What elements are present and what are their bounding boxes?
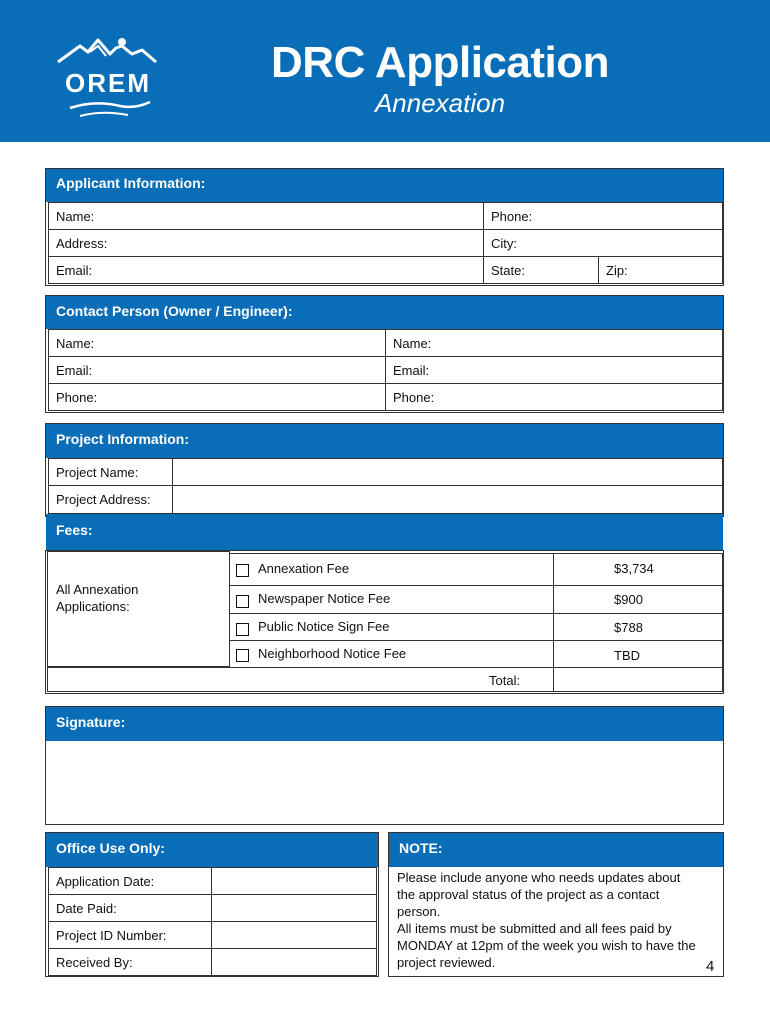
project-address-input[interactable] [172, 485, 723, 514]
note-line: All items must be submitted and all fees paid by [397, 921, 672, 936]
logo-text: OREM [65, 68, 151, 98]
newspaper-fee-label: Newspaper Notice Fee [258, 591, 391, 606]
project-id-label: Project ID Number: [48, 921, 212, 949]
date-paid-label: Date Paid: [48, 894, 212, 922]
applicant-phone-field[interactable]: Phone: [483, 202, 723, 230]
project-name-label: Project Name: [48, 458, 173, 486]
contact1-phone-field[interactable]: Phone: [48, 383, 386, 411]
applicant-name-field[interactable]: Name: [48, 202, 484, 230]
page-title: DRC Application [271, 38, 609, 87]
date-paid-input[interactable] [211, 894, 377, 922]
annexation-fee-label: Annexation Fee [258, 561, 350, 576]
contact2-email-field[interactable]: Email: [385, 356, 723, 384]
note-line: MONDAY at 12pm of the week you wish to have the [397, 938, 696, 953]
signature-area[interactable] [46, 741, 723, 824]
applicant-city-field[interactable]: City: [483, 229, 723, 257]
orem-logo [50, 36, 165, 122]
project-heading: Project Information: [46, 424, 723, 458]
received-by-label: Received By: [48, 948, 212, 976]
project-address-label: Project Address: [48, 485, 173, 514]
note-line: Please include anyone who needs updates about [397, 870, 681, 885]
applicant-heading: Applicant Information: [46, 169, 723, 202]
applicant-address-field[interactable]: Address: [48, 229, 484, 257]
contact2-phone-field[interactable]: Phone: [385, 383, 723, 411]
fees-group-label: All Annexation Applications: [56, 582, 139, 614]
note-body [397, 869, 719, 971]
applicant-zip-field[interactable]: Zip: [598, 256, 723, 284]
page-number: 4 [706, 958, 715, 975]
note-line: the approval status of the project as a contact [397, 887, 660, 902]
page-subtitle: Annexation [374, 88, 506, 118]
total-label: Total: [489, 673, 521, 688]
sign-fee-amount: $788 [614, 620, 643, 635]
total-input[interactable] [553, 667, 723, 692]
project-id-input[interactable] [211, 921, 377, 949]
signature-heading: Signature: [46, 707, 723, 741]
fees-heading: Fees: [46, 514, 723, 550]
applicant-state-field[interactable]: State: [483, 256, 599, 284]
neighborhood-fee-checkbox[interactable] [236, 649, 249, 662]
received-by-input[interactable] [211, 948, 377, 976]
annexation-fee-checkbox[interactable] [236, 564, 249, 577]
annexation-fee-amount: $3,734 [614, 561, 654, 576]
applicant-email-field[interactable]: Email: [48, 256, 484, 284]
neighborhood-fee-label: Neighborhood Notice Fee [258, 646, 407, 661]
office-heading: Office Use Only: [46, 833, 378, 867]
contact-heading: Contact Person (Owner / Engineer): [46, 296, 723, 329]
contact1-email-field[interactable]: Email: [48, 356, 386, 384]
note-heading: NOTE: [389, 833, 723, 867]
newspaper-fee-checkbox[interactable] [236, 595, 249, 608]
application-date-input[interactable] [211, 867, 377, 895]
sign-fee-label: Public Notice Sign Fee [258, 619, 390, 634]
total-label-cell [47, 667, 554, 692]
neighborhood-fee-amount: TBD [614, 648, 640, 663]
contact1-name-field[interactable]: Name: [48, 329, 386, 357]
fees-group-cell [47, 551, 230, 667]
note-line: project reviewed. [397, 955, 496, 970]
application-date-label: Application Date: [48, 867, 212, 895]
contact2-name-field[interactable]: Name: [385, 329, 723, 357]
newspaper-fee-amount: $900 [614, 592, 643, 607]
note-line: person. [397, 904, 441, 919]
sign-fee-checkbox[interactable] [236, 623, 249, 636]
project-name-input[interactable] [172, 458, 723, 486]
